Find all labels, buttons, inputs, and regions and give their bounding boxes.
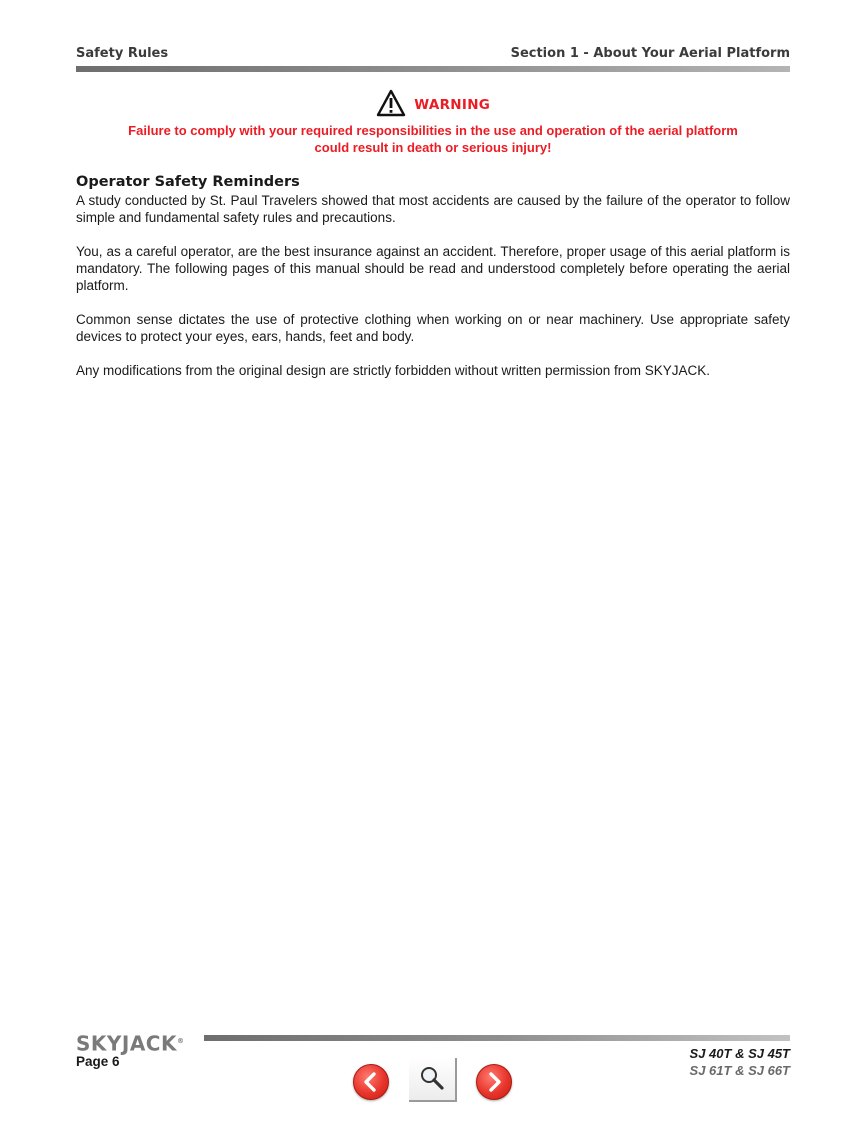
footer-rule — [204, 1035, 790, 1041]
warning-text — [96, 122, 770, 156]
warning-text-line-1: Failure to comply with your required responsibilities in the use and operation of the aerial platform — [128, 123, 738, 138]
skyjack-logo: SKYJACK® — [76, 1031, 184, 1056]
section-title: Operator Safety Reminders — [76, 174, 300, 190]
magnifier-icon — [418, 1064, 446, 1092]
warning-label: WARNING — [414, 97, 491, 113]
previous-page-button[interactable] — [353, 1064, 389, 1100]
paragraph-study: A study conducted by St. Paul Travelers showed that most accidents are caused by the failure of the operator to follow simple and fundamental safety rules and precautions. — [76, 193, 790, 225]
paragraph-modifications: Any modifications from the original design are strictly forbidden without written permission from SKYJACK. — [76, 363, 711, 378]
chevron-left-icon — [354, 1065, 388, 1099]
warning-heading — [0, 89, 866, 117]
warning-triangle-icon — [376, 89, 406, 117]
model-line-1: SJ 40T & SJ 45T — [689, 1046, 790, 1061]
next-page-button[interactable] — [476, 1064, 512, 1100]
warning-text-line-2: could result in death or serious injury! — [314, 140, 552, 155]
paragraph-protective-clothing: Common sense dictates the use of protective clothing when working on or near machinery. Use appropriate safety devices to protect your eyes, ears, hands, feet and body. — [76, 312, 790, 344]
running-header-right: Section 1 - About Your Aerial Platform — [510, 46, 790, 61]
running-header-left: Safety Rules — [76, 46, 169, 61]
page-number: Page 6 — [76, 1054, 120, 1069]
chevron-right-icon — [477, 1065, 511, 1099]
header-rule — [76, 66, 790, 72]
model-line-2: SJ 61T & SJ 66T — [689, 1063, 790, 1078]
paragraph-insurance: You, as a careful operator, are the best insurance against an accident. Therefore, proper usage of this aerial platform is mandatory. The following pages of this manual should be read and understood completely before operating the aerial platform. — [76, 244, 790, 293]
search-button[interactable] — [409, 1058, 457, 1102]
logo-text: SKYJACK — [76, 1031, 177, 1056]
